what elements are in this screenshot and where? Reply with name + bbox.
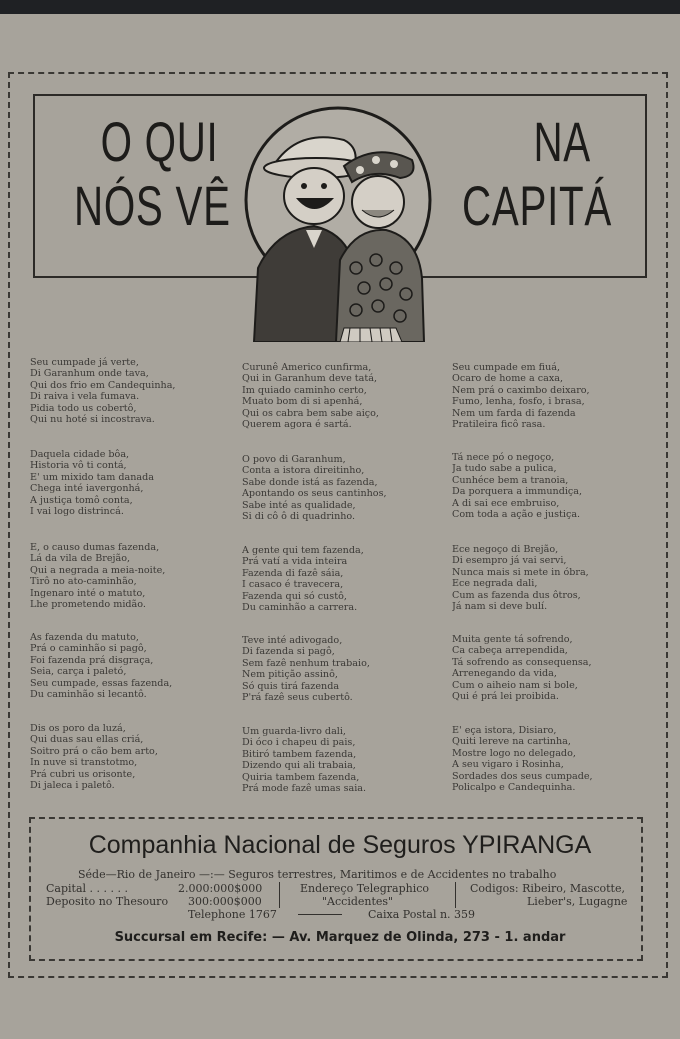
ad-deposito-label: Deposito no Thesouro bbox=[46, 895, 169, 908]
verse: Muita gente tá sofrendo, Ca cabeça arrependida, Tá sofrendo as consequensa, Arrenegando da vida, Cum o aiheio nam si bole, Qui é prá lei proibida. bbox=[452, 634, 592, 703]
verse: Ece negoço di Brejão, Di esempro já vai servi, Nunca mais si mete in óbra, Ece negrada dali, Cum as fazenda dus ôtros, Já nam si deve bulí. bbox=[452, 544, 589, 613]
title-left-line2: NÓS VÊ bbox=[74, 174, 231, 237]
verse: Seu cumpade já verte, Di Garanhum onde tava, Qui dos frio em Candequinha, Di raiva i vela fumava. Pidia todo us cobertô, Qui nu hoté si incostrava. bbox=[30, 357, 176, 426]
ad-deposito-value: 300:000$000 bbox=[188, 895, 262, 908]
title-right-line1: NA bbox=[533, 110, 591, 173]
ad-telephone: Telephone 1767 bbox=[188, 908, 277, 921]
verse: E, o causo dumas fazenda, Lá da vila de Brejão, Qui a negrada a meia-noite, Tirô no ato-caminhão, Ingenaro inté o matuto, Lhe prometendo midão. bbox=[30, 542, 166, 611]
caricature-illustration bbox=[236, 98, 440, 342]
ad-codes-label: Codigos: Ribeiro, Mascotte, bbox=[470, 882, 625, 895]
ad-capital-label: Capital . . . . . . bbox=[46, 882, 128, 895]
verse: Teve inté adivogado, Di fazenda si pagô, Sem fazê nenhum trabaio, Nem pitição assinô, Só quis tirá fazenda P'rá fazê seus cubertô. bbox=[242, 635, 370, 704]
ad-capital-value: 2.000:000$000 bbox=[178, 882, 263, 895]
divider bbox=[279, 882, 280, 908]
title-left bbox=[74, 110, 231, 238]
verse: Curunê Americo cunfirma, Qui in Garanhum deve tatá, Im quiado caminho certo, Muato bom di si apenhá, Qui os cabra bem sabe aiço, Querem agora é sartá. bbox=[242, 362, 379, 431]
title-right-line2: CAPITÁ bbox=[462, 174, 612, 237]
title-left-line1: O QUI bbox=[100, 110, 219, 173]
verse: Seu cumpade em fiuá, Ocaro de home a caxa, Nem prá o caximbo deixaro, Fumo, lenha, fosfo, i brasa, Nem um farda di fazenda Pratileira ficô rasa. bbox=[452, 362, 590, 431]
verse: A gente qui tem fazenda, Prá vatí a vida inteira Fazenda di fazê sáia, I casaco é travecera, Fazenda qui só custô, Du caminhão a carrera. bbox=[242, 545, 364, 614]
verse: As fazenda du matuto, Prá o caminhão si pagô, Foi fazenda prá disgraça, Seia, carça i paletó, Seu cumpade, essas fazenda, Du caminhão si lecantô. bbox=[30, 632, 173, 701]
scan-top-edge bbox=[0, 0, 680, 14]
ad-succursal: Succursal em Recife: — Av. Marquez de Olinda, 273 - 1. andar bbox=[114, 930, 566, 945]
divider bbox=[455, 882, 456, 908]
verse: E' eça istora, Disiaro, Quiti lereve na cartinha, Mostre logo no delegado, A seu vigaro i Rosinha, Sordades dos seus cumpade, Policalpo e Candequinha. bbox=[452, 725, 593, 794]
ad-headquarters-line: Séde—Rio de Janeiro —:— Seguros terrestres, Maritimos e de Accidentes no trabalho bbox=[78, 868, 557, 881]
verse: Dis os poro da luzá, Qui duas sau ellas criá, Soitro prá o cão bem arto, In nuve si transtotmo, Prá cubri us orisonte, Di jaleca i paletô. bbox=[30, 723, 158, 792]
separator bbox=[298, 914, 342, 915]
verse: Um guarda-livro dali, Di óco i chapeu di pais, Bitiró tambem fazenda, Dizendo qui ali trabaia, Quiria tambem fazenda, Prá mode fazê umas saia. bbox=[242, 726, 367, 795]
ad-telegraph-value: "Accidentes" bbox=[322, 895, 394, 908]
title-right bbox=[462, 110, 612, 238]
verse: Daquela cidade bôa, Historia vô ti contá, E' um mixido tam danada Chega inté iavergonhá, A justiça tomô conta, I vai logo distrincá. bbox=[30, 449, 154, 518]
ad-telegraph-label: Endereço Telegraphico bbox=[300, 882, 430, 895]
verse: O povo di Garanhum, Conta a istora direitinho, Sabe donde istá as fazenda, Apontando os seus cantinhos, Sabe inté as qualidade, Si di cô ô di quadrinho. bbox=[242, 454, 387, 523]
verse: Tá nece pó o negoço, Ja tudo sabe a pulica, Cunhéce bem a tranoia, Da porquera a immundiça, A di sai ece embruiso, Com toda a ação e justiça. bbox=[452, 452, 583, 521]
ad-codes-value: Lieber's, Lugagne bbox=[527, 895, 628, 908]
ad-caixa-postal: Caixa Postal n. 359 bbox=[368, 908, 476, 921]
advertisement-title: Companhia Nacional de Seguros YPIRANGA bbox=[88, 831, 592, 859]
